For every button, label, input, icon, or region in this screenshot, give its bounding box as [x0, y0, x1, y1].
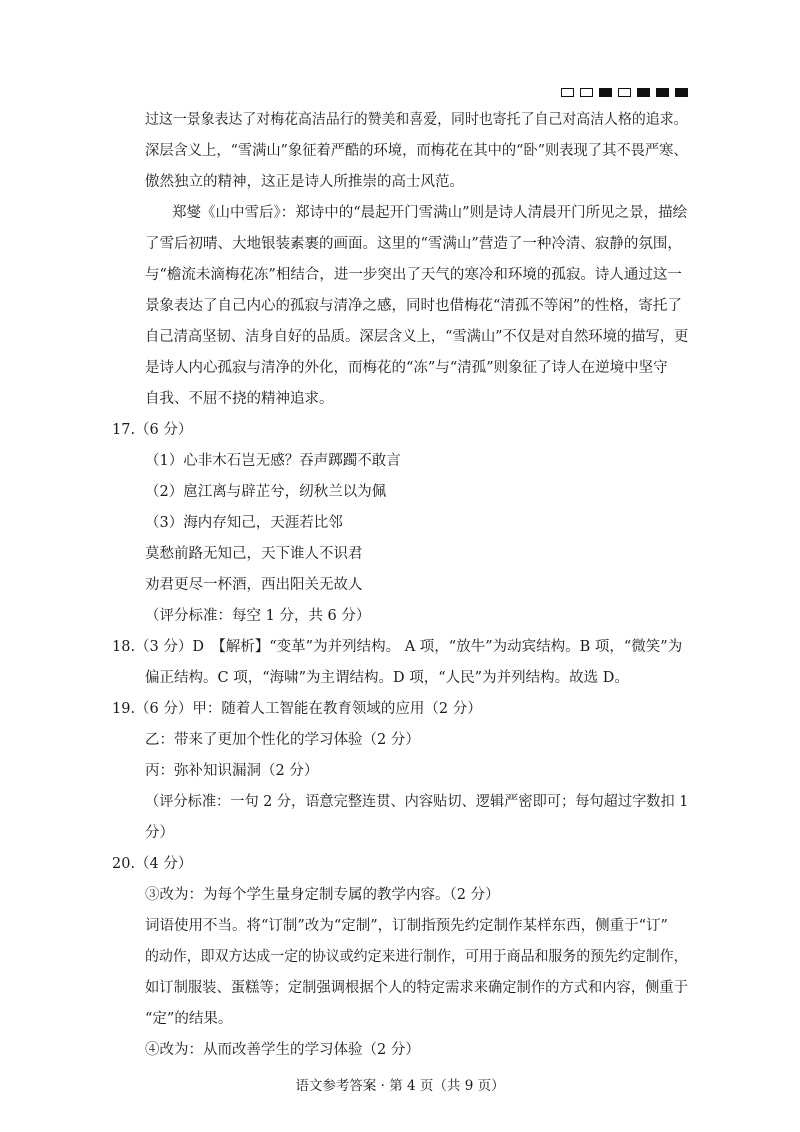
text-line: （3）海内存知己，天涯若比邻	[145, 515, 343, 531]
text-line: （评分标准：一句 2 分，语意完整连贯、内容贴切、逻辑严密即可；每句超过字数扣 1	[145, 794, 689, 810]
text-line: 莫愁前路无知己，天下谁人不识君	[145, 546, 363, 562]
text-line: 偏正结构。C 项，“海啸”为主谓结构。D 项，“人民”为并列结构。故选 D。	[145, 670, 629, 686]
text-line: 丙：弥补知识漏洞（2 分）	[145, 763, 319, 779]
text-line: ④改为：从而改善学生的学习体验（2 分）	[145, 1042, 420, 1058]
mark-square	[599, 88, 612, 97]
page-footer: 语文参考答案 · 第 4 页（共 9 页）	[295, 1078, 505, 1094]
text-line: 是诗人内心孤寂与清净的外化，而梅花的“冻”与“清孤”则象征了诗人在逆境中坚守	[145, 360, 668, 376]
text-line: 自我、不屈不挠的精神追求。	[145, 391, 334, 407]
text-line: 了雪后初晴、大地银装素裹的画面。这里的“雪满山”营造了一种冷清、寂静的氛围，	[145, 236, 682, 252]
page-marks	[561, 88, 688, 97]
text-line: （评分标准：每空 1 分，共 6 分）	[145, 608, 371, 624]
text-line: 词语使用不当。将“订制”改为“定制”，订制指预先约定制作某样东西，侧重于“订”	[145, 918, 668, 934]
text-line: 乙：带来了更加个性化的学习体验（2 分）	[145, 732, 420, 748]
question-18-heading: 18.（3 分）D 【解析】“变革”为并列结构。 A 项，“放牛”为动宾结构。B 项，“微笑”为	[112, 639, 683, 655]
text-line: 过这一景象表达了对梅花高洁品行的赞美和喜爱，同时也寄托了自己对高洁人格的追求。	[145, 112, 688, 128]
mark-square	[580, 88, 593, 97]
text-line: 深层含义上，“雪满山”象征着严酷的环境，而梅花在其中的“卧”则表现了其不畏严寒、	[145, 143, 688, 159]
text-line: 分）	[145, 825, 174, 841]
mark-square	[656, 88, 669, 97]
text-line: 景象表达了自己内心的孤寂与清净之感，同时也借梅花“清孤不等闲”的性格，寄托了	[145, 298, 682, 314]
text-line: 与“檐流未滴梅花冻”相结合，进一步突出了天气的寒冷和环境的孤寂。诗人通过这一	[145, 267, 682, 283]
text-line: （2）扈江离与辟芷兮，纫秋兰以为佩	[145, 484, 387, 500]
mark-square	[618, 88, 631, 97]
text-line: 的动作，即双方达成一定的协议或约定来进行制作，可用于商品和服务的预先约定制作，	[145, 949, 688, 965]
mark-square	[561, 88, 574, 97]
text-line: （1）心非木石岂无感？吞声踯躅不敢言	[145, 453, 401, 469]
mark-square	[637, 88, 650, 97]
text-line: 如订制服装、蛋糕等；定制强调根据个人的特定需求来确定制作的方式和内容，侧重于	[145, 980, 688, 996]
question-20-heading: 20.（4 分）	[112, 856, 193, 872]
question-19-heading: 19.（6 分）甲：随着人工智能在教育领域的应用（2 分）	[112, 701, 482, 717]
text-line: ③改为：为每个学生量身定制专属的教学内容。（2 分）	[145, 887, 500, 903]
text-line: 自己清高坚韧、洁身自好的品质。深层含义上，“雪满山”不仅是对自然环境的描写，更	[145, 329, 689, 345]
mark-square	[675, 88, 688, 97]
text-line: 劝君更尽一杯酒，西出阳关无故人	[145, 577, 363, 593]
text-line: “定”的结果。	[145, 1011, 233, 1027]
text-line: 傲然独立的精神，这正是诗人所推崇的高士风范。	[145, 174, 464, 190]
text-line: 郑燮《山中雪后》：郑诗中的“晨起开门雪满山”则是诗人清晨开门所见之景，描绘	[172, 205, 688, 221]
question-17-heading: 17.（6 分）	[112, 422, 193, 438]
